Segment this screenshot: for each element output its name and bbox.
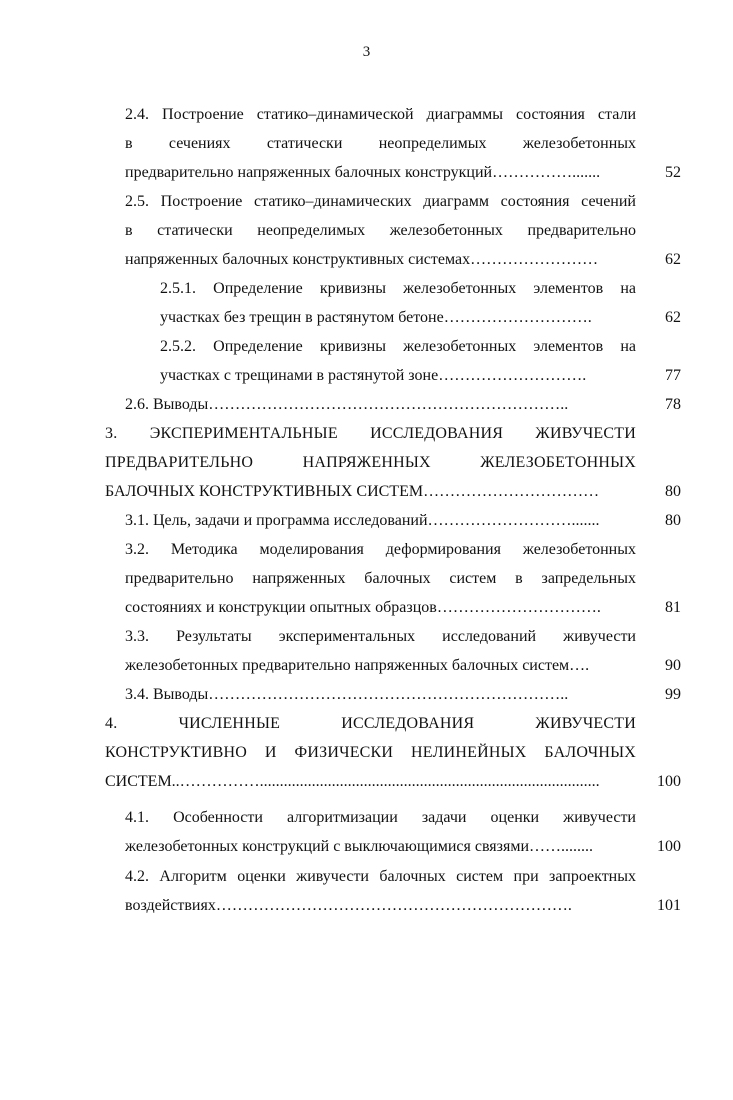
toc-page-number: 101	[657, 897, 681, 914]
toc-line: в статически неопределимых железобетонных предварительно	[125, 222, 636, 239]
toc-page-number: 78	[665, 396, 681, 413]
toc-page-number: 77	[665, 367, 681, 384]
toc-line: участках без трещин в растянутом бетоне……………………….	[160, 309, 592, 326]
toc-page-number: 81	[665, 599, 681, 616]
toc-line: железобетонных предварительно напряженных балочных систем….	[125, 657, 590, 674]
toc-page-number: 62	[665, 309, 681, 326]
toc-line: 2.6. Выводы…………………………………………………………..	[125, 396, 569, 413]
toc-line: 4. ЧИСЛЕННЫЕ ИССЛЕДОВАНИЯ ЖИВУЧЕСТИ	[105, 715, 636, 732]
toc-line: 3.4. Выводы…………………………………………………………..	[125, 686, 569, 703]
toc-line: 4.1. Особенности алгоритмизации задачи оценки живучести	[125, 809, 636, 826]
toc-page-number: 62	[665, 251, 681, 268]
toc-page-number: 80	[665, 483, 681, 500]
toc-page-number: 80	[665, 512, 681, 529]
toc-line: предварительно напряженных балочных систем в запредельных	[125, 570, 636, 587]
toc-line: 3.1. Цель, задачи и программа исследований……………………….......	[125, 512, 600, 529]
toc-line: 3.2. Методика моделирования деформирования железобетонных	[125, 541, 636, 558]
toc-line: 2.4. Построение статико–динамической диаграммы состояния стали	[125, 106, 636, 123]
toc-line: КОНСТРУКТИВНО И ФИЗИЧЕСКИ НЕЛИНЕЙНЫХ БАЛОЧНЫХ	[105, 744, 636, 761]
toc-page-number: 52	[665, 164, 681, 181]
toc-line: 3. ЭКСПЕРИМЕНТАЛЬНЫЕ ИССЛЕДОВАНИЯ ЖИВУЧЕСТИ	[105, 425, 636, 442]
page-number: 3	[362, 44, 371, 60]
toc-line: воздействиях………………………………………………………….	[125, 897, 572, 914]
toc-page-number: 99	[665, 686, 681, 703]
toc-page-number: 100	[657, 838, 681, 855]
toc-page-number: 100	[657, 773, 681, 790]
toc-line: ПРЕДВАРИТЕЛЬНО НАПРЯЖЕННЫХ ЖЕЛЕЗОБЕТОННЫХ	[105, 454, 636, 471]
toc-line: БАЛОЧНЫХ КОНСТРУКТИВНЫХ СИСТЕМ……………………………	[105, 483, 600, 500]
toc-line: 3.3. Результаты экспериментальных исследований живучести	[125, 628, 636, 645]
toc-line: напряженных балочных конструктивных системах……………………	[125, 251, 599, 268]
toc-line: СИСТЕМ..…………….....................................................................................	[105, 773, 600, 790]
toc-line: предварительно напряженных балочных конструкций…………….......	[125, 164, 601, 181]
toc-line: в сечениях статически неопределимых железобетонных	[125, 135, 636, 152]
toc-page-number: 90	[665, 657, 681, 674]
toc-line: 2.5.1. Определение кривизны железобетонных элементов на	[160, 280, 636, 297]
toc-line: 2.5. Построение статико–динамических диаграмм состояния сечений	[125, 193, 636, 210]
toc-line: железобетонных конструкций с выключающимися связями……........	[125, 838, 594, 855]
toc-line: состояниях и конструкции опытных образцов………………………….	[125, 599, 601, 616]
toc-line: участках с трещинами в растянутой зоне……………………….	[160, 367, 587, 384]
toc-line: 2.5.2. Определение кривизны железобетонных элементов на	[160, 338, 636, 355]
toc-line: 4.2. Алгоритм оценки живучести балочных систем при запроектных	[125, 868, 636, 885]
